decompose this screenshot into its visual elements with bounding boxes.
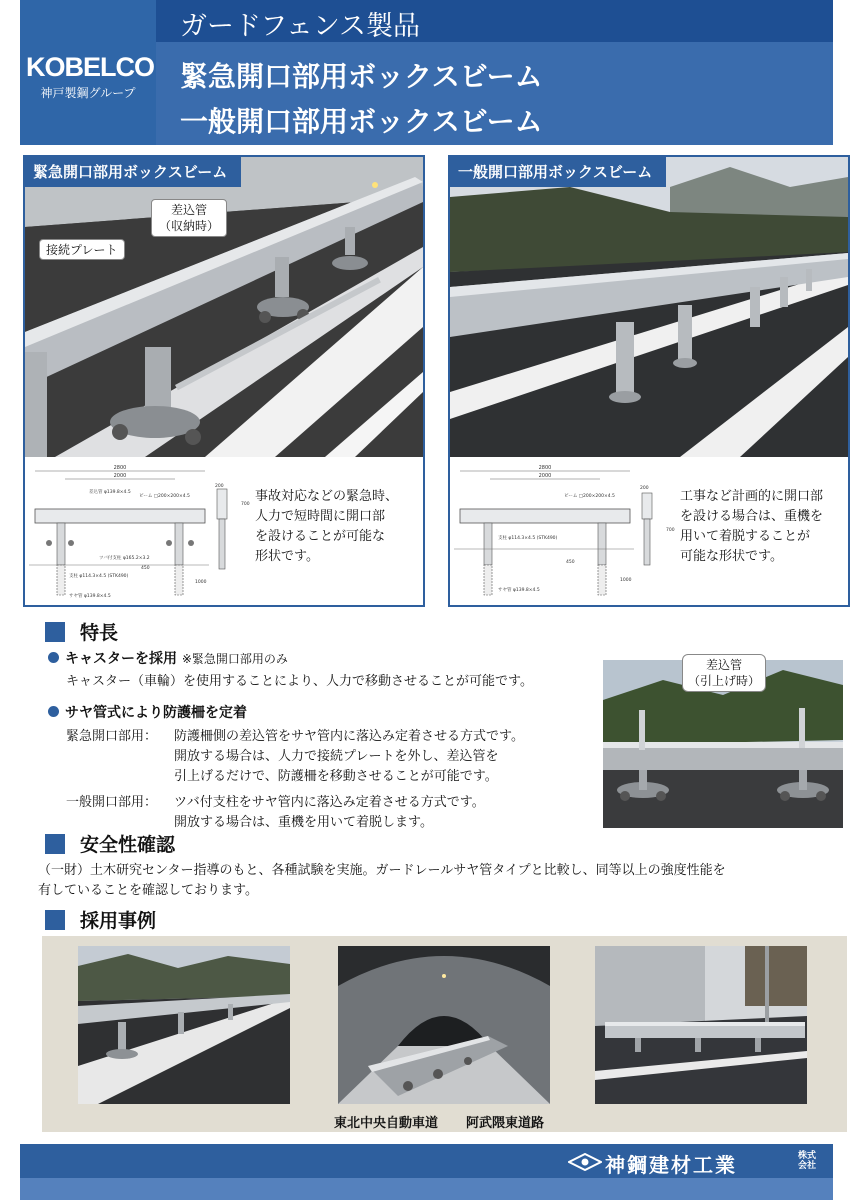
title-line-1: 緊急開口部用ボックスビーム — [180, 60, 543, 93]
panel-tag-emergency: 緊急開口部用ボックスビーム — [25, 157, 241, 187]
general-description — [680, 487, 846, 567]
dim-inner: 2000 — [538, 473, 552, 479]
general-drawing — [454, 459, 676, 603]
safety-title: 安全性確認 — [80, 834, 176, 856]
desc-line: 工事など計画的に開口部 — [680, 489, 824, 504]
dim-h3: 450 — [566, 560, 575, 565]
caster-note: ※緊急開口部用のみ — [181, 652, 288, 666]
bullet-dot-icon — [48, 706, 59, 717]
dim-h2: 700 — [241, 502, 250, 507]
kobelco-logo — [20, 0, 156, 145]
dim-h3: 450 — [141, 566, 150, 571]
company-mark-icon — [568, 1153, 602, 1171]
dim-h2: 700 — [666, 528, 675, 533]
desc-line: 用いて着脱することが — [680, 529, 811, 544]
panel-emergency — [23, 155, 425, 607]
general-label: 一般開口部用： — [66, 795, 158, 810]
case-caption-1: 東北中央自動車道 — [334, 1116, 439, 1131]
callout-pipe-stored — [151, 199, 227, 237]
caster-bullet — [48, 648, 288, 668]
callout-raised-line2: （引上げ時） — [687, 674, 760, 688]
case-photo-bridge — [595, 946, 807, 1104]
caster-title: キャスターを採用 — [65, 651, 177, 667]
emergency-line-3: 引上げるだけで、防護柵を移動させることが可能です。 — [174, 769, 498, 784]
company-kk: 株式会社 — [798, 1151, 817, 1171]
label-post: 支柱 φ114.3×4.5 (STK490) — [498, 536, 558, 541]
emergency-line-2: 開放する場合は、人力で接続プレートを外し、差込管を — [174, 749, 499, 764]
desc-line: 事故対応などの緊急時、 — [255, 489, 399, 504]
label-post: 支柱 φ114.3×4.5 (STK490) — [69, 574, 129, 579]
callout-pipe-line2: （収納時） — [158, 219, 219, 233]
dim-h4: 1000 — [195, 580, 207, 585]
label-beam: ビーム □200×200×4.5 — [564, 494, 615, 499]
cases-block — [42, 936, 847, 1132]
dim-inner: 2000 — [113, 473, 127, 479]
features-title: 特長 — [80, 622, 119, 644]
logo-wordmark: KOBELCO — [26, 52, 154, 82]
case-photo-highway — [78, 946, 290, 1104]
emergency-label: 緊急開口部用： — [66, 729, 158, 744]
case-photo-tunnel — [338, 946, 550, 1104]
category-label: ガードフェンス製品 — [180, 11, 421, 42]
label-sleeve: サヤ管 φ139.8×4.5 — [69, 594, 111, 599]
caster-text: キャスター（車輪）を使用することにより、人力で移動させることが可能です。 — [66, 674, 533, 689]
callout-pipe-line1: 差込管 — [170, 203, 207, 217]
label-pipe-top: 差込管 φ139.8×4.5 — [89, 490, 131, 495]
company-name: 神鋼建材工業 — [605, 1153, 737, 1177]
safety-line-1: （一財）土木研究センター指導のもと、各種試験を実施。ガードレールサヤ管タイプと比較し、同等以上の強度性能を — [38, 863, 726, 878]
logo-subtitle: 神戸製鋼グループ — [40, 86, 136, 100]
panel-general — [448, 155, 850, 607]
general-line-1: ツバ付支柱をサヤ管内に落込み定着させる方式です。 — [174, 795, 485, 810]
sleeve-title: サヤ管式により防護柵を定着 — [65, 705, 247, 721]
safety-line-2: 有していることを確認しております。 — [38, 883, 258, 898]
callout-connection-plate: 接続プレート — [39, 239, 125, 260]
title-line-2: 一般開口部用ボックスビーム — [180, 105, 543, 138]
callout-raised-line1: 差込管 — [705, 658, 742, 672]
page-footer — [20, 1144, 833, 1200]
desc-line: 可能な形状です。 — [680, 549, 783, 564]
label-beam: ビーム □200×200×4.5 — [139, 494, 190, 499]
section-mark — [45, 834, 65, 854]
emergency-drawing — [29, 459, 251, 603]
general-line-2: 開放する場合は、重機を用いて着脱します。 — [174, 815, 433, 830]
desc-line: を設ける場合は、重機を — [680, 509, 824, 524]
emergency-line-1: 防護柵側の差込管をサヤ管内に落込み定着させる方式です。 — [174, 729, 524, 744]
page-header — [20, 0, 833, 145]
dim-h4: 1000 — [620, 578, 632, 583]
section-mark — [45, 910, 65, 930]
case-caption-2: 阿武隈東道路 — [466, 1116, 545, 1131]
panel-tag-general: 一般開口部用ボックスビーム — [450, 157, 666, 187]
desc-line: 人力で短時間に開口部 — [255, 509, 386, 524]
dim-outer: 2800 — [538, 465, 552, 471]
bullet-dot-icon — [48, 652, 59, 663]
label-sleeve: サヤ管 φ139.8×4.5 — [498, 588, 540, 593]
sleeve-bullet — [48, 702, 247, 722]
section-mark — [45, 622, 65, 642]
dim-outer: 2800 — [113, 465, 127, 471]
desc-line: を設けることが可能な — [255, 529, 386, 544]
dim-h1: 200 — [640, 486, 649, 491]
label-flanged: ツバ付支柱 φ165.2×3.2 — [99, 556, 150, 561]
cases-title: 採用事例 — [80, 910, 157, 932]
emergency-description — [255, 487, 421, 567]
general-beam-photo — [450, 157, 848, 457]
desc-line: 形状です。 — [255, 549, 319, 564]
callout-pipe-raised — [682, 654, 766, 692]
dim-h1: 200 — [215, 484, 224, 489]
